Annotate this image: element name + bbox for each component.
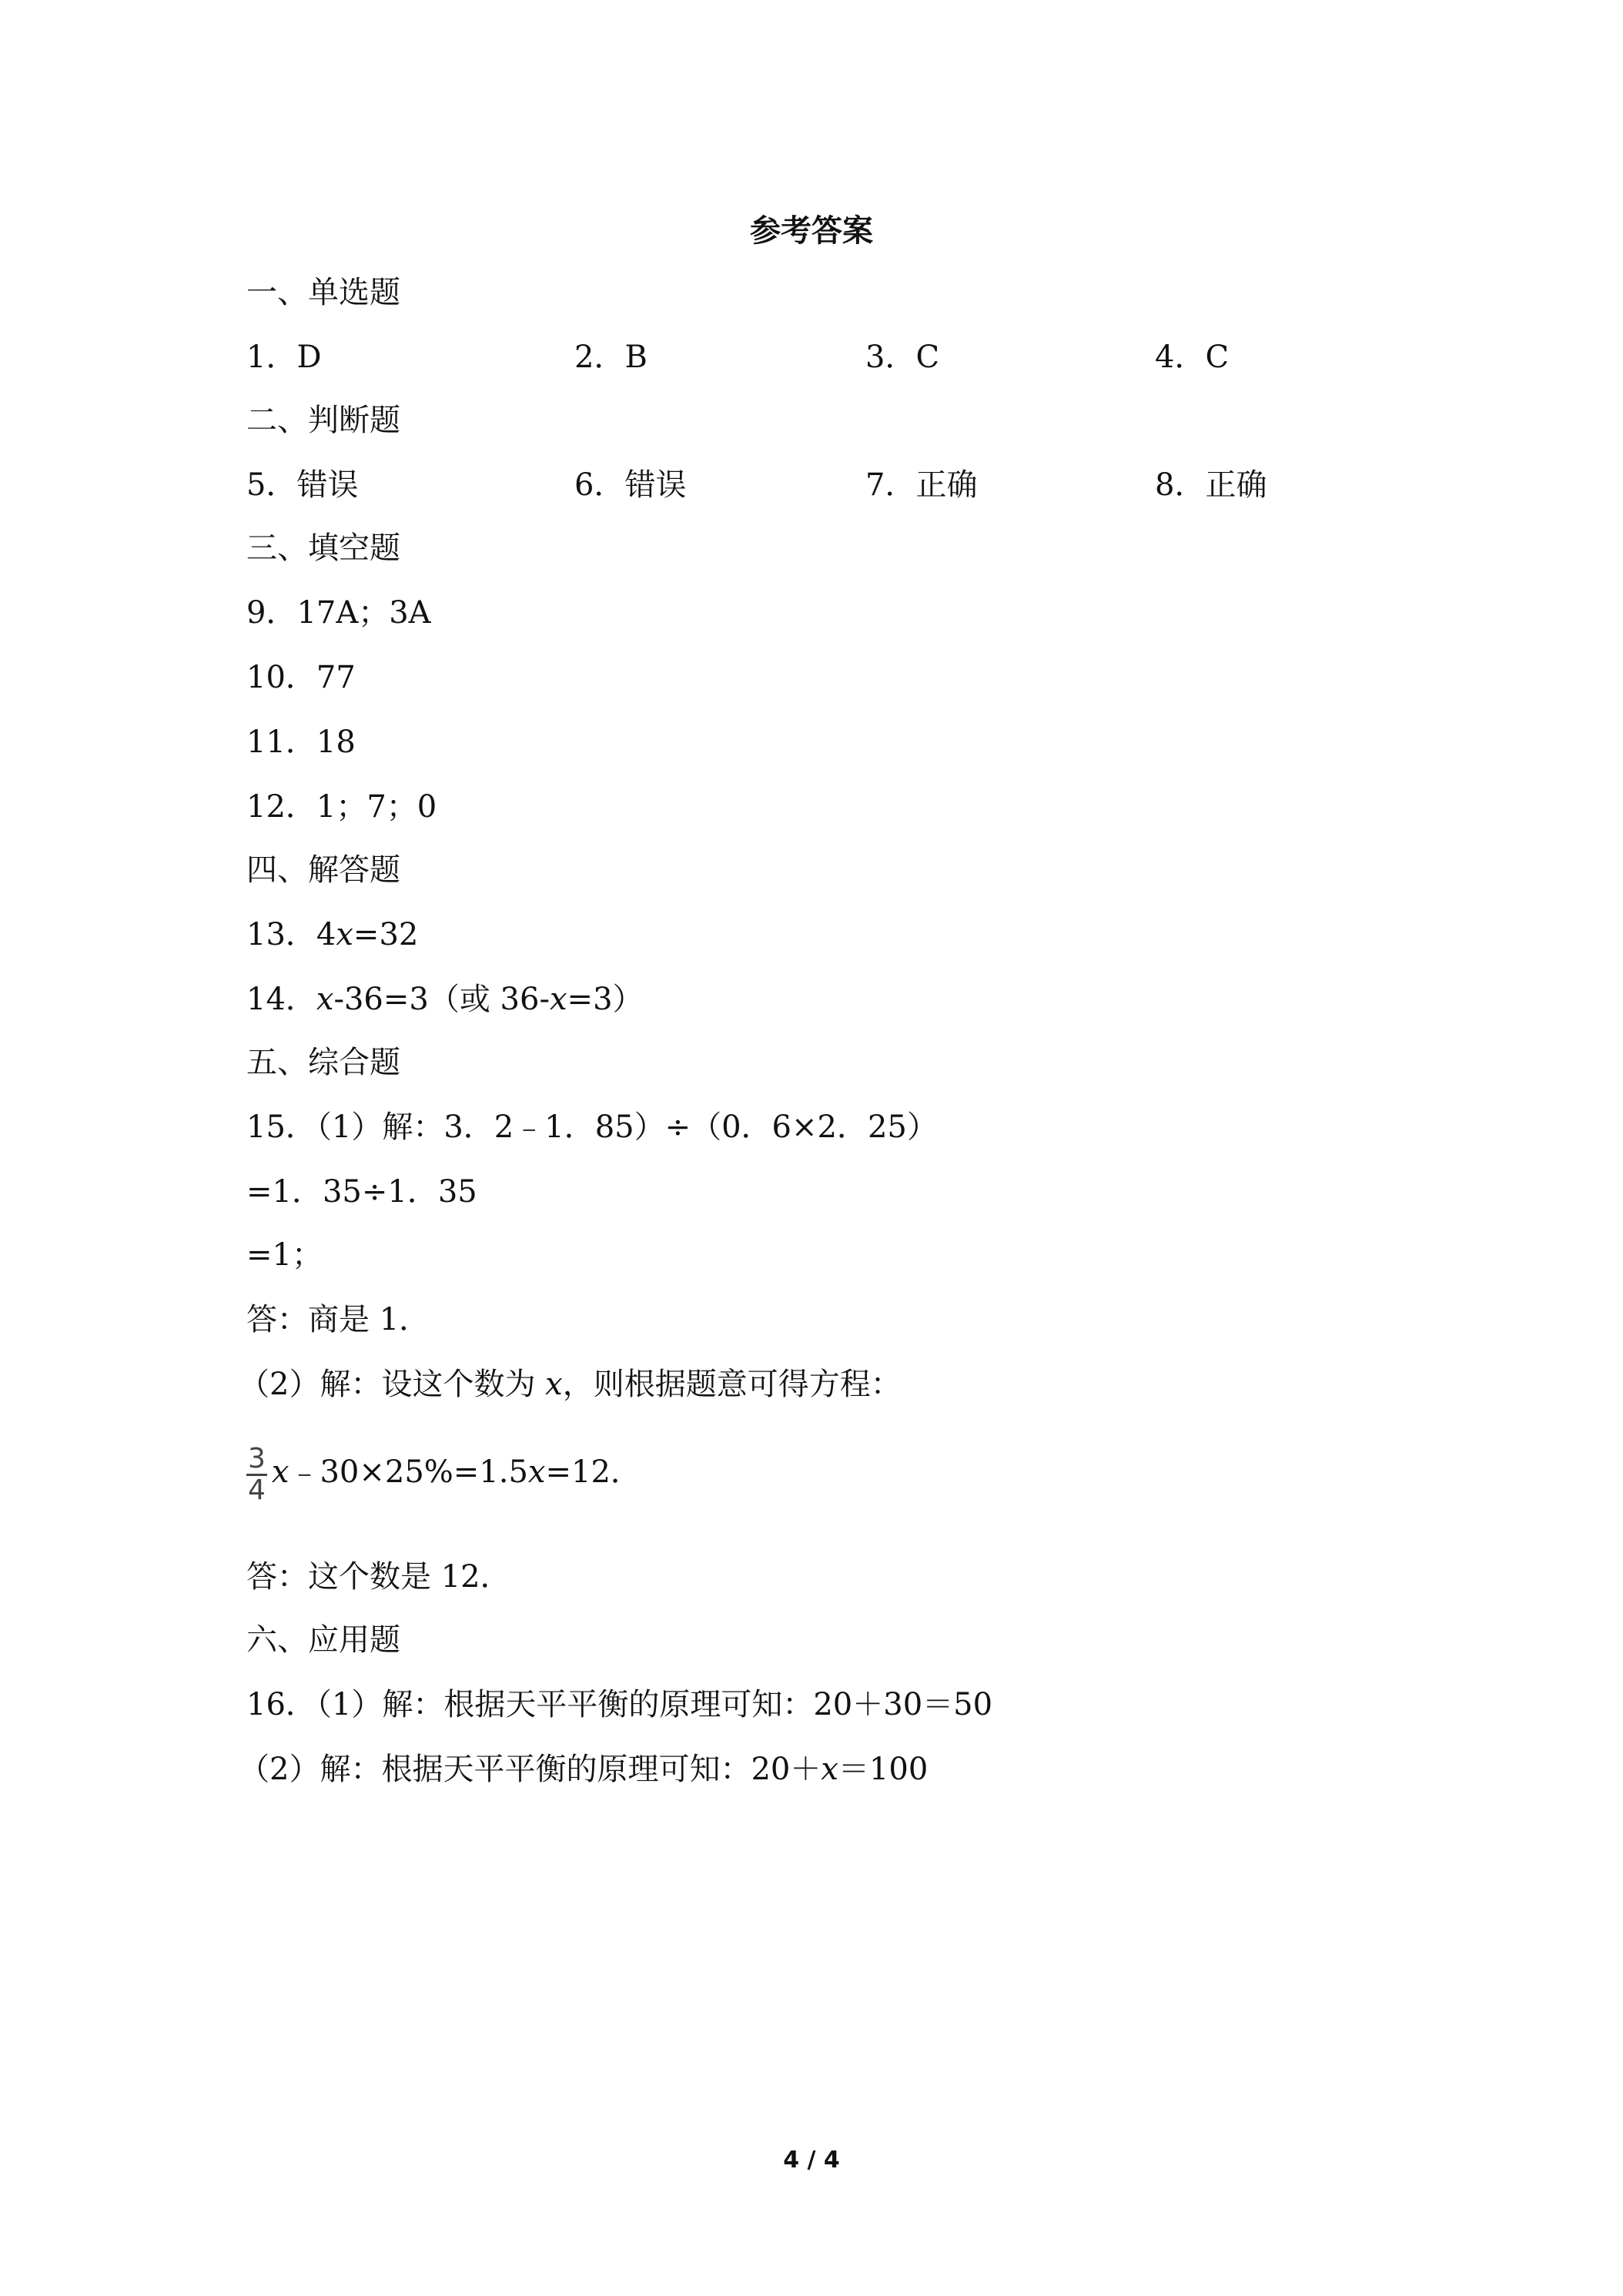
- answer-line-13: [246, 916, 418, 953]
- answer-line: 15．（1）解：3．2﹣1．85）÷（0．6×2．25）: [246, 1110, 938, 1145]
- text-fragment: -36=3（或 36-: [333, 982, 550, 1017]
- answer-item: 7．正确: [865, 467, 978, 503]
- answer-line-part2: [239, 1366, 902, 1403]
- text-fragment: ﹣30×25%=1.5: [289, 1454, 528, 1490]
- answer-line: 12．1；7；0: [246, 789, 437, 825]
- variable: x: [549, 982, 567, 1017]
- text-fragment: 14．: [246, 982, 316, 1017]
- text-fragment: 13．4: [246, 917, 336, 952]
- page-number: 4 / 4: [783, 2147, 840, 2174]
- page-title: 参考答案: [750, 213, 873, 249]
- text-fragment: ＝100: [838, 1752, 929, 1787]
- answer-line: 10．77: [246, 660, 356, 695]
- answer-line: 答：这个数是 12．: [246, 1559, 511, 1595]
- variable: x: [336, 917, 353, 952]
- text-fragment: =3）: [567, 982, 644, 1017]
- answer-line: 答：商是 1．: [246, 1302, 430, 1337]
- answer-item: 2．B: [574, 340, 648, 375]
- fraction-denominator: 4: [248, 1474, 266, 1506]
- text-fragment: =12．: [545, 1454, 641, 1490]
- section-heading-solve: 四、解答题: [246, 852, 400, 888]
- variable: x: [545, 1367, 563, 1402]
- answer-line: 11．18: [246, 725, 356, 760]
- answer-line: =1；: [246, 1237, 323, 1273]
- section-heading-comprehensive: 五、综合题: [246, 1045, 400, 1080]
- section-heading-true-false: 二、判断题: [246, 403, 400, 438]
- answer-item: 5．错误: [246, 467, 359, 503]
- answer-line-16-1: 16．（1）解：根据天平平衡的原理可知：20＋30＝50: [246, 1687, 993, 1722]
- text-fragment: =32: [353, 917, 419, 952]
- text-fragment: （2）解：根据天平平衡的原理可知：20＋: [239, 1752, 822, 1787]
- section-heading-fill-blank: 三、填空题: [246, 530, 400, 566]
- answer-line-14: [246, 981, 644, 1018]
- section-heading-application: 六、应用题: [246, 1622, 400, 1658]
- equation-line: [246, 1441, 641, 1505]
- answer-line-16-2: [239, 1751, 928, 1788]
- variable: x: [316, 982, 334, 1017]
- section-heading-single-choice: 一、单选题: [246, 275, 400, 310]
- fraction-numerator: 3: [248, 1442, 266, 1474]
- answer-item: 1．D: [246, 340, 322, 375]
- answer-item: 8．正确: [1155, 467, 1267, 503]
- answer-row-single-choice: [246, 339, 1478, 376]
- answer-item: 4．C: [1155, 340, 1230, 375]
- text-fragment: （2）解：设这个数为: [239, 1367, 546, 1402]
- variable: x: [527, 1454, 546, 1490]
- answer-item: 6．错误: [574, 467, 687, 503]
- answer-item: 3．C: [865, 340, 940, 375]
- answer-line: =1．35÷1．35: [246, 1174, 477, 1210]
- fraction: [246, 1444, 267, 1505]
- variable: x: [821, 1752, 838, 1787]
- answer-row-true-false: [246, 467, 1478, 504]
- answer-line: 9．17A；3A: [246, 595, 431, 631]
- variable: x: [271, 1454, 289, 1490]
- text-fragment: ，则根据题意可得方程：: [562, 1367, 902, 1402]
